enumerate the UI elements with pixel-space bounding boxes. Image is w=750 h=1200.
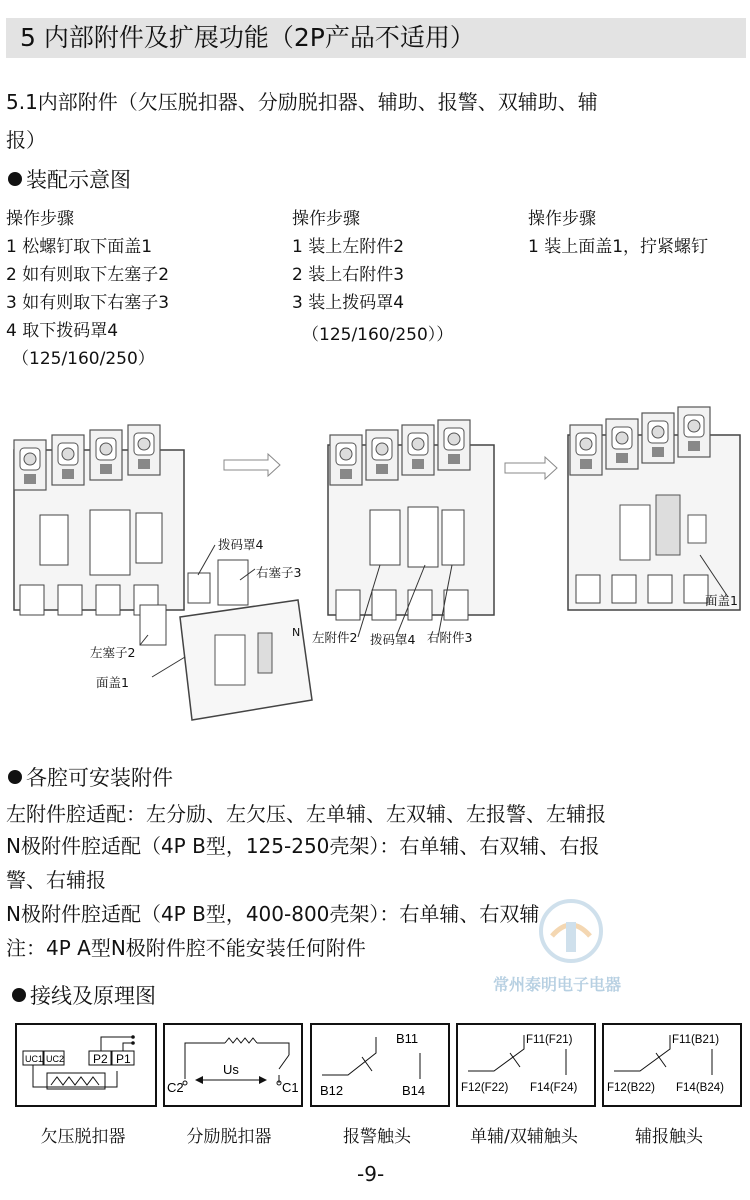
label-f12: F12(F22) xyxy=(461,1082,509,1094)
undervoltage-schematic xyxy=(17,1025,155,1105)
steps-col3-item: 1 装上面盖1，拧紧螺钉 xyxy=(528,237,709,257)
alarm-contact-schematic xyxy=(312,1025,448,1105)
cavity-line: 左附件腔适配：左分励、左欠压、左单辅、左双辅、左报警、左辅报 xyxy=(6,802,606,826)
label-b14: B14 xyxy=(402,1083,426,1098)
steps-col2-item: 1 装上左附件2 xyxy=(292,237,405,257)
label-face-cover: 面盖1 xyxy=(96,675,129,690)
arrow-icon xyxy=(505,457,557,479)
label-uc1: UC1 xyxy=(25,1054,44,1064)
subsection-line-2: 报） xyxy=(6,128,46,152)
label-face-cover-2: 面盖1 xyxy=(705,593,738,608)
label-b11: B11 xyxy=(396,1031,419,1046)
cavity-line: 警、右辅报 xyxy=(6,868,106,892)
label-uc2: UC2 xyxy=(46,1054,65,1064)
shunt-schematic xyxy=(165,1025,301,1105)
cavity-line: N极附件腔适配（4P B型，400-800壳架）：右单辅、右双辅 xyxy=(6,902,540,926)
caption-shunt: 分励脱扣器 xyxy=(186,1127,272,1147)
label-us: Us xyxy=(223,1062,239,1077)
steps-col2-title: 操作步骤 xyxy=(292,209,360,229)
label-b12: B12 xyxy=(320,1083,344,1098)
label-f12b: F12(B22) xyxy=(607,1082,655,1094)
cavity-line: 注：4P A型N极附件腔不能安装任何附件 xyxy=(6,936,366,960)
steps-col2-item: 2 装上右附件3 xyxy=(292,265,405,285)
caption-alarm: 报警触头 xyxy=(343,1127,411,1147)
caption-aux-alarm: 辅报触头 xyxy=(635,1127,703,1147)
wiring-title: 接线及原理图 xyxy=(30,984,156,1008)
steps-col1-title: 操作步骤 xyxy=(6,209,74,229)
section-header xyxy=(6,18,746,58)
steps-col1-item: 2 如有则取下左塞子2 xyxy=(6,265,170,285)
subsection-line-1: 5.1内部附件（欠压脱扣器、分励脱扣器、辅助、报警、双辅助、辅 xyxy=(6,90,598,114)
bullet-icon xyxy=(8,172,22,186)
label-p2: P2 xyxy=(93,1052,108,1066)
wiring-heading xyxy=(12,980,156,1010)
bullet-icon xyxy=(12,988,26,1002)
cavities-heading xyxy=(8,762,173,792)
cavity-line: N极附件腔适配（4P B型，125-250壳架）：右单辅、右双辅、右报 xyxy=(6,834,600,858)
steps-col2-item: 3 装上拨码罩4 xyxy=(292,293,405,313)
page-number: -9- xyxy=(357,1162,385,1186)
steps-col1-item: 3 如有则取下右塞子3 xyxy=(6,293,170,313)
watermark-logo xyxy=(538,898,604,964)
steps-col1-item: 1 松螺钉取下面盖1 xyxy=(6,237,153,257)
steps-col1-item: （125/160/250） xyxy=(12,349,155,369)
bullet-icon xyxy=(8,770,22,784)
label-f14: F14(F24) xyxy=(530,1082,578,1094)
breaker-with-accessories xyxy=(328,420,494,637)
aux-alarm-contact-schematic xyxy=(604,1025,740,1105)
wiring-box-undervoltage xyxy=(15,1023,157,1107)
label-dial-cover: 拨码罩4 xyxy=(218,537,264,552)
label-right-accessory: 右附件3 xyxy=(427,630,473,645)
wiring-box-shunt xyxy=(163,1023,303,1107)
arrow-icon xyxy=(224,454,280,476)
watermark-text: 常州泰明电子电器 xyxy=(493,975,622,994)
assembly-heading xyxy=(8,164,131,194)
wiring-box-aux xyxy=(456,1023,596,1107)
label-c2: C2 xyxy=(167,1080,184,1095)
label-left-plug: 左塞子2 xyxy=(90,645,136,660)
cavities-title: 各腔可安装附件 xyxy=(26,766,173,790)
aux-contact-schematic xyxy=(458,1025,594,1105)
label-n-mark: N xyxy=(292,626,301,639)
caption-aux: 单辅/双辅触头 xyxy=(470,1127,578,1147)
label-f11b: F11(B21) xyxy=(672,1034,720,1046)
label-f11: F11(F21) xyxy=(526,1034,573,1046)
section-title: 5 内部附件及扩展功能（2P产品不适用） xyxy=(20,23,475,52)
steps-col3-title: 操作步骤 xyxy=(528,209,596,229)
wiring-box-aux-alarm xyxy=(602,1023,742,1107)
assembly-title: 装配示意图 xyxy=(26,168,131,192)
label-c1: C1 xyxy=(282,1080,299,1095)
steps-col1-item: 4 取下拨码罩4 xyxy=(6,321,119,341)
wiring-box-alarm xyxy=(310,1023,450,1107)
label-left-accessory: 左附件2 xyxy=(312,630,358,645)
steps-col2-item: （125/160/250）） xyxy=(302,325,454,345)
label-right-plug: 右塞子3 xyxy=(256,565,302,580)
label-p1: P1 xyxy=(116,1052,131,1066)
breaker-assembled xyxy=(568,407,740,610)
label-f14b: F14(B24) xyxy=(676,1082,724,1094)
label-dial-cover-2: 拨码罩4 xyxy=(370,632,416,647)
caption-undervoltage: 欠压脱扣器 xyxy=(40,1127,126,1147)
